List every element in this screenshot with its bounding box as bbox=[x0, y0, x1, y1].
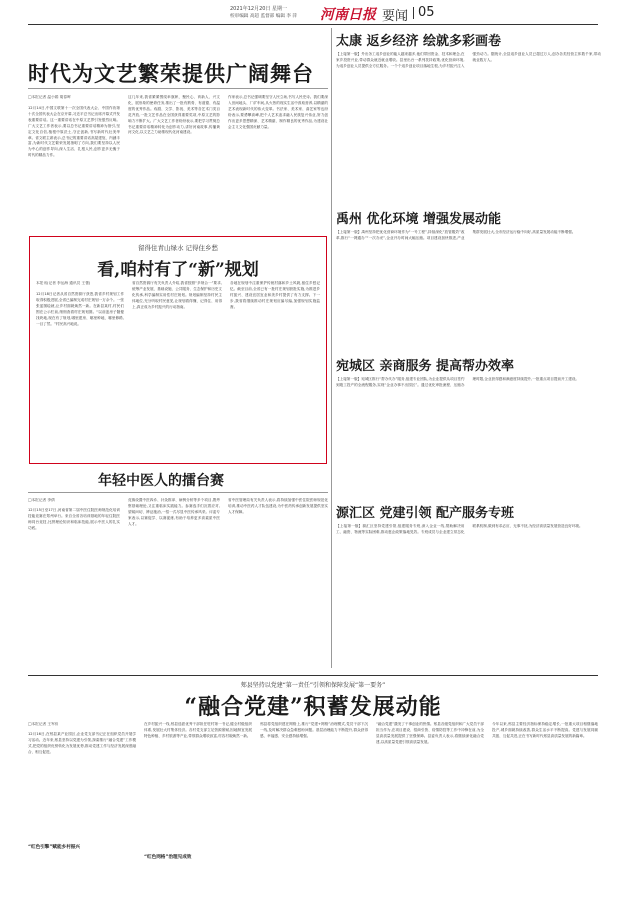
tcm-col-3: 省中医管理局有关负责人表示,将持续加强中医住院医师规范化培训,推动中医药人才队伍建设,为中医药传承创新发展提供坚实人才保障。 bbox=[228, 498, 328, 514]
party-col-1: 12月16日,在郏县某产业园区,企业党支部书记正在组织党员开展学习活动。近年来,郏县坚持以党建为引领,探索推行“融合党建”工作模式,把党的组织优势转化为发展优势,推动党建工作与经济发展深度融合、相互促进。 bbox=[28, 732, 136, 754]
art-col-1: 12月14日,中国文联第十一次全国代表大会、中国作协第十次全国代表大会在京开幕,习近平总书记出席开幕式并发表重要讲话。这一重要讲话在中原文艺界引发强烈反响。广大文艺工作者表示,要以总书记重要讲话精神为指引,坚定文化自信,植根中原沃土,守正创新,书写新时代壮美华章。省文联主席表示,总书记的重要讲话高屋建瓴、内涵丰富,为新时代文艺繁荣发展指明了方向,我们要坚持以人民为中心的创作导向,深入生活、扎根人民,创作更多无愧于时代的精品力作。 bbox=[28, 106, 120, 158]
wancheng-body: 【上接第一版】宛城区推行“帮办代办”服务,组建专业团队,为企业提供从项目签约到竣工投产的全流程服务,实现“企业办事不出园区”。通过优化审批流程、压缩办理时限,企业获得感和满意度持续提升,一批重点项目提前开工建设。 bbox=[336, 377, 580, 387]
party-article bbox=[28, 680, 598, 902]
art-rule bbox=[28, 88, 328, 89]
section-divider bbox=[413, 7, 414, 19]
village-plan-col-3: 各地在规划中注重保护传统村落和乡土风貌,留住乡愁记忆。截至目前,全省已有一批村庄规划获批实施,为推进乡村振兴、建设宜居宜业和美乡村提供了有力支撑。下一步,我省将继续推动村庄规划应编尽编,加强规划实施监督。 bbox=[230, 281, 320, 309]
tcm-rule bbox=[28, 492, 328, 493]
yuanhui-body: 【上接第一版】源汇区坚持党建引领,组建服务专班,深入企业一线,帮助解决用工、融资、物流等实际困难,推动惠企政策落地见效。专班成员与企业建立常态化联系机制,做到有求必应、无事不扰,为经济高质量发展营造良好环境。 bbox=[336, 524, 583, 534]
party-subhead-1: “红色引擎”赋能乡村振兴 bbox=[28, 845, 80, 850]
village-plan-col-1: 12月18日记者从省自然资源厅获悉,我省乡村规划工作取得积极进展,全省已编制完成村庄规划一万余个。一张张蓝图绘就,让乡村面貌焕然一新。在新县某村,村民们围在公示栏前,细细查看村庄规划图。“以前盖房子随便找块地,现在有了规划,哪里建房、哪里种地、哪里修路,一目了然。”村民高兴地说。 bbox=[36, 292, 124, 326]
party-subhead-2: “红色网格”治理见成效 bbox=[144, 855, 192, 860]
village-plan-col-2: 省自然资源厅有关负责人介绍,我省按照“多规合一”要求,统筹产业发展、基础设施、公共服务、生态保护和历史文化传承,科学编制实用性村庄规划。规划编制坚持村民主体地位,充分听取村民意见,让规划看得懂、记得住、用得上,真正成为乡村振兴的行动指南。 bbox=[132, 281, 222, 309]
village-plan-kicker: 留得住青山绿水 记得住乡愁 bbox=[137, 244, 219, 252]
date-line: 2021年12月20日 星期一 bbox=[230, 6, 288, 12]
bottom-rule bbox=[28, 675, 598, 676]
party-col-4: “融合党建”激发了干事创业的热情。郏县各级党组织和广大党员干部担当作为,在项目建设、招商引资、疫情防控等工作中冲锋在前,为全县高质量发展提供了坚强保障。县委负责人表示,将继续深化融合党建,以高质量党建引领高质量发展。 bbox=[376, 722, 484, 744]
page-number: 05 bbox=[418, 5, 435, 20]
party-byline: □本报记者 王军伟 bbox=[28, 722, 59, 726]
tcm-article bbox=[28, 470, 328, 670]
village-plan-byline: 本报讯(记者 李运海 通讯员 王蕾) bbox=[36, 281, 91, 285]
right-column bbox=[336, 30, 601, 670]
yuanhui-headline: 源汇区 党建引领 配产服务专班 bbox=[336, 506, 515, 521]
art-col-2: 这几年来,我省紧紧围绕举旗帜、聚民心、育新人、兴文化、展形象的使命任务,推出了一批有筋骨、有道德、有温度的优秀作品。戏剧、文学、影视、美术等各艺术门类百花齐放,一批文艺作品在全国获得重要奖项,中原文艺的影响力不断扩大。广大文艺工作者纷纷表示,要把学习贯彻总书记重要讲话精神转化为创作动力,讲好河南故事,传播黄河文化,以文艺之力助推现代化河南建设。 bbox=[128, 95, 220, 135]
art-byline: □本报记者 温小娟 胡春晖 bbox=[28, 95, 71, 99]
party-kicker: 郏县坚持以党建“第一责任”引领和保障发展“第一要务” bbox=[240, 682, 386, 689]
village-plan-headline: 看,咱村有了“新”规划 bbox=[97, 260, 259, 280]
masthead-rule bbox=[28, 24, 598, 25]
taikang-body: 【上接第一版】外出务工返乡创业的能人越来越多,他们带回资金、技术和理念,在家乡投资兴业,带动群众就近就业增收。县里出台一系列扶持政策,优化营商环境,为返乡创业人员提供全方位服务。一个个返乡创业项目落地生根,为乡村振兴注入强劲动力。据统计,全县返乡创业人员已超过万人,创办各类经营主体数千家,带动就业数万人。 bbox=[336, 52, 601, 68]
tcm-col-1: 12月15日至17日,河南省第二届中医住院医师规范化培训技能竞赛在郑州举行。来自全省各培训基地的年轻住院医师同台竞技,比拼理论知识和临床技能,展示中医人的扎实功底。 bbox=[28, 508, 120, 530]
party-col-2: 在乡村振兴一线,郏县选派优秀干部担任驻村第一书记,健全村级组织体系,发展壮大村集体经济。各村党支部立足资源禀赋,因地制宜发展特色种植、乡村旅游等产业,带领群众增收致富,村容村貌焕然一新。 bbox=[144, 722, 252, 738]
wancheng-headline: 宛城区 亲商服务 提高帮办效率 bbox=[336, 359, 515, 374]
party-headline: “融合党建”积蓄发展动能 bbox=[184, 694, 442, 720]
tcm-headline: 年轻中医人的擂台赛 bbox=[98, 473, 224, 489]
section-title: 要闻 bbox=[382, 9, 409, 24]
party-col-5: 今年以来,郏县主要经济指标保持稳定增长,一批重大项目相继落地投产,城乡面貌持续改善,群众生活水平不断提高。党建与发展同频共振、互促共进,正在书写新时代郏县高质量发展的新篇章。 bbox=[492, 722, 598, 738]
art-article bbox=[28, 50, 328, 260]
tcm-byline: □本报记者 李倩 bbox=[28, 498, 55, 502]
party-col-3: 郏县将党组织建在网格上,推行“党建+网格”治理模式,党员干部下沉一线,及时解决群众急难愁盼问题。基层治理能力不断提升,群众获得感、幸福感、安全感持续增强。 bbox=[260, 722, 368, 738]
taikang-headline: 太康 返乡经济 绘就多彩画卷 bbox=[336, 34, 502, 49]
column-divider bbox=[331, 28, 332, 668]
yuzhou-body: 【上接第一版】禹州坚持把优化营商环境作为“一号工程”,持续深化“放管服效”改革,推行“一网通办”“一次办妥”,企业开办时间大幅压缩。项目建设加快推进,产业集群发展壮大,全市经济运行稳中向好,高质量发展动能不断增强。 bbox=[336, 230, 576, 240]
village-plan-article bbox=[29, 236, 327, 464]
art-headline: 时代为文艺繁荣提供广阔舞台 bbox=[28, 61, 314, 86]
newspaper-logo: 河南日报 bbox=[320, 7, 376, 23]
editor-line: 校审编辑 高超 监督部 编辑 李 萍 bbox=[230, 14, 298, 19]
yuzhou-headline: 禹州 优化环境 增强发展动能 bbox=[336, 212, 502, 227]
tcm-col-2: 竞赛设置中医四诊、针灸推拿、病例分析等多个项目,既考察基础理论,又注重临床实践能力。参赛选手们沉着应对,望闻问切、辨证施治,一招一式尽显中医传承风采。评委专家表示,以赛促学、以赛促练,有助于培养更多高素质中医人才。 bbox=[128, 498, 220, 526]
art-col-3: 作家表示,总书记强调要坚守人民立场,书写人民史诗。我们要深入田间地头、厂矿车间,从火热的现实生活中汲取营养,以精湛的艺术表现新时代的伟大变革。书法家、美术家、曲艺家等也纷纷表示,要勇攀高峰,把个人艺术追求融入民族复兴伟业,努力创作出更多思想精深、艺术精湛、制作精良的优秀作品,为建设社会主义文化强国贡献力量。 bbox=[228, 95, 328, 129]
